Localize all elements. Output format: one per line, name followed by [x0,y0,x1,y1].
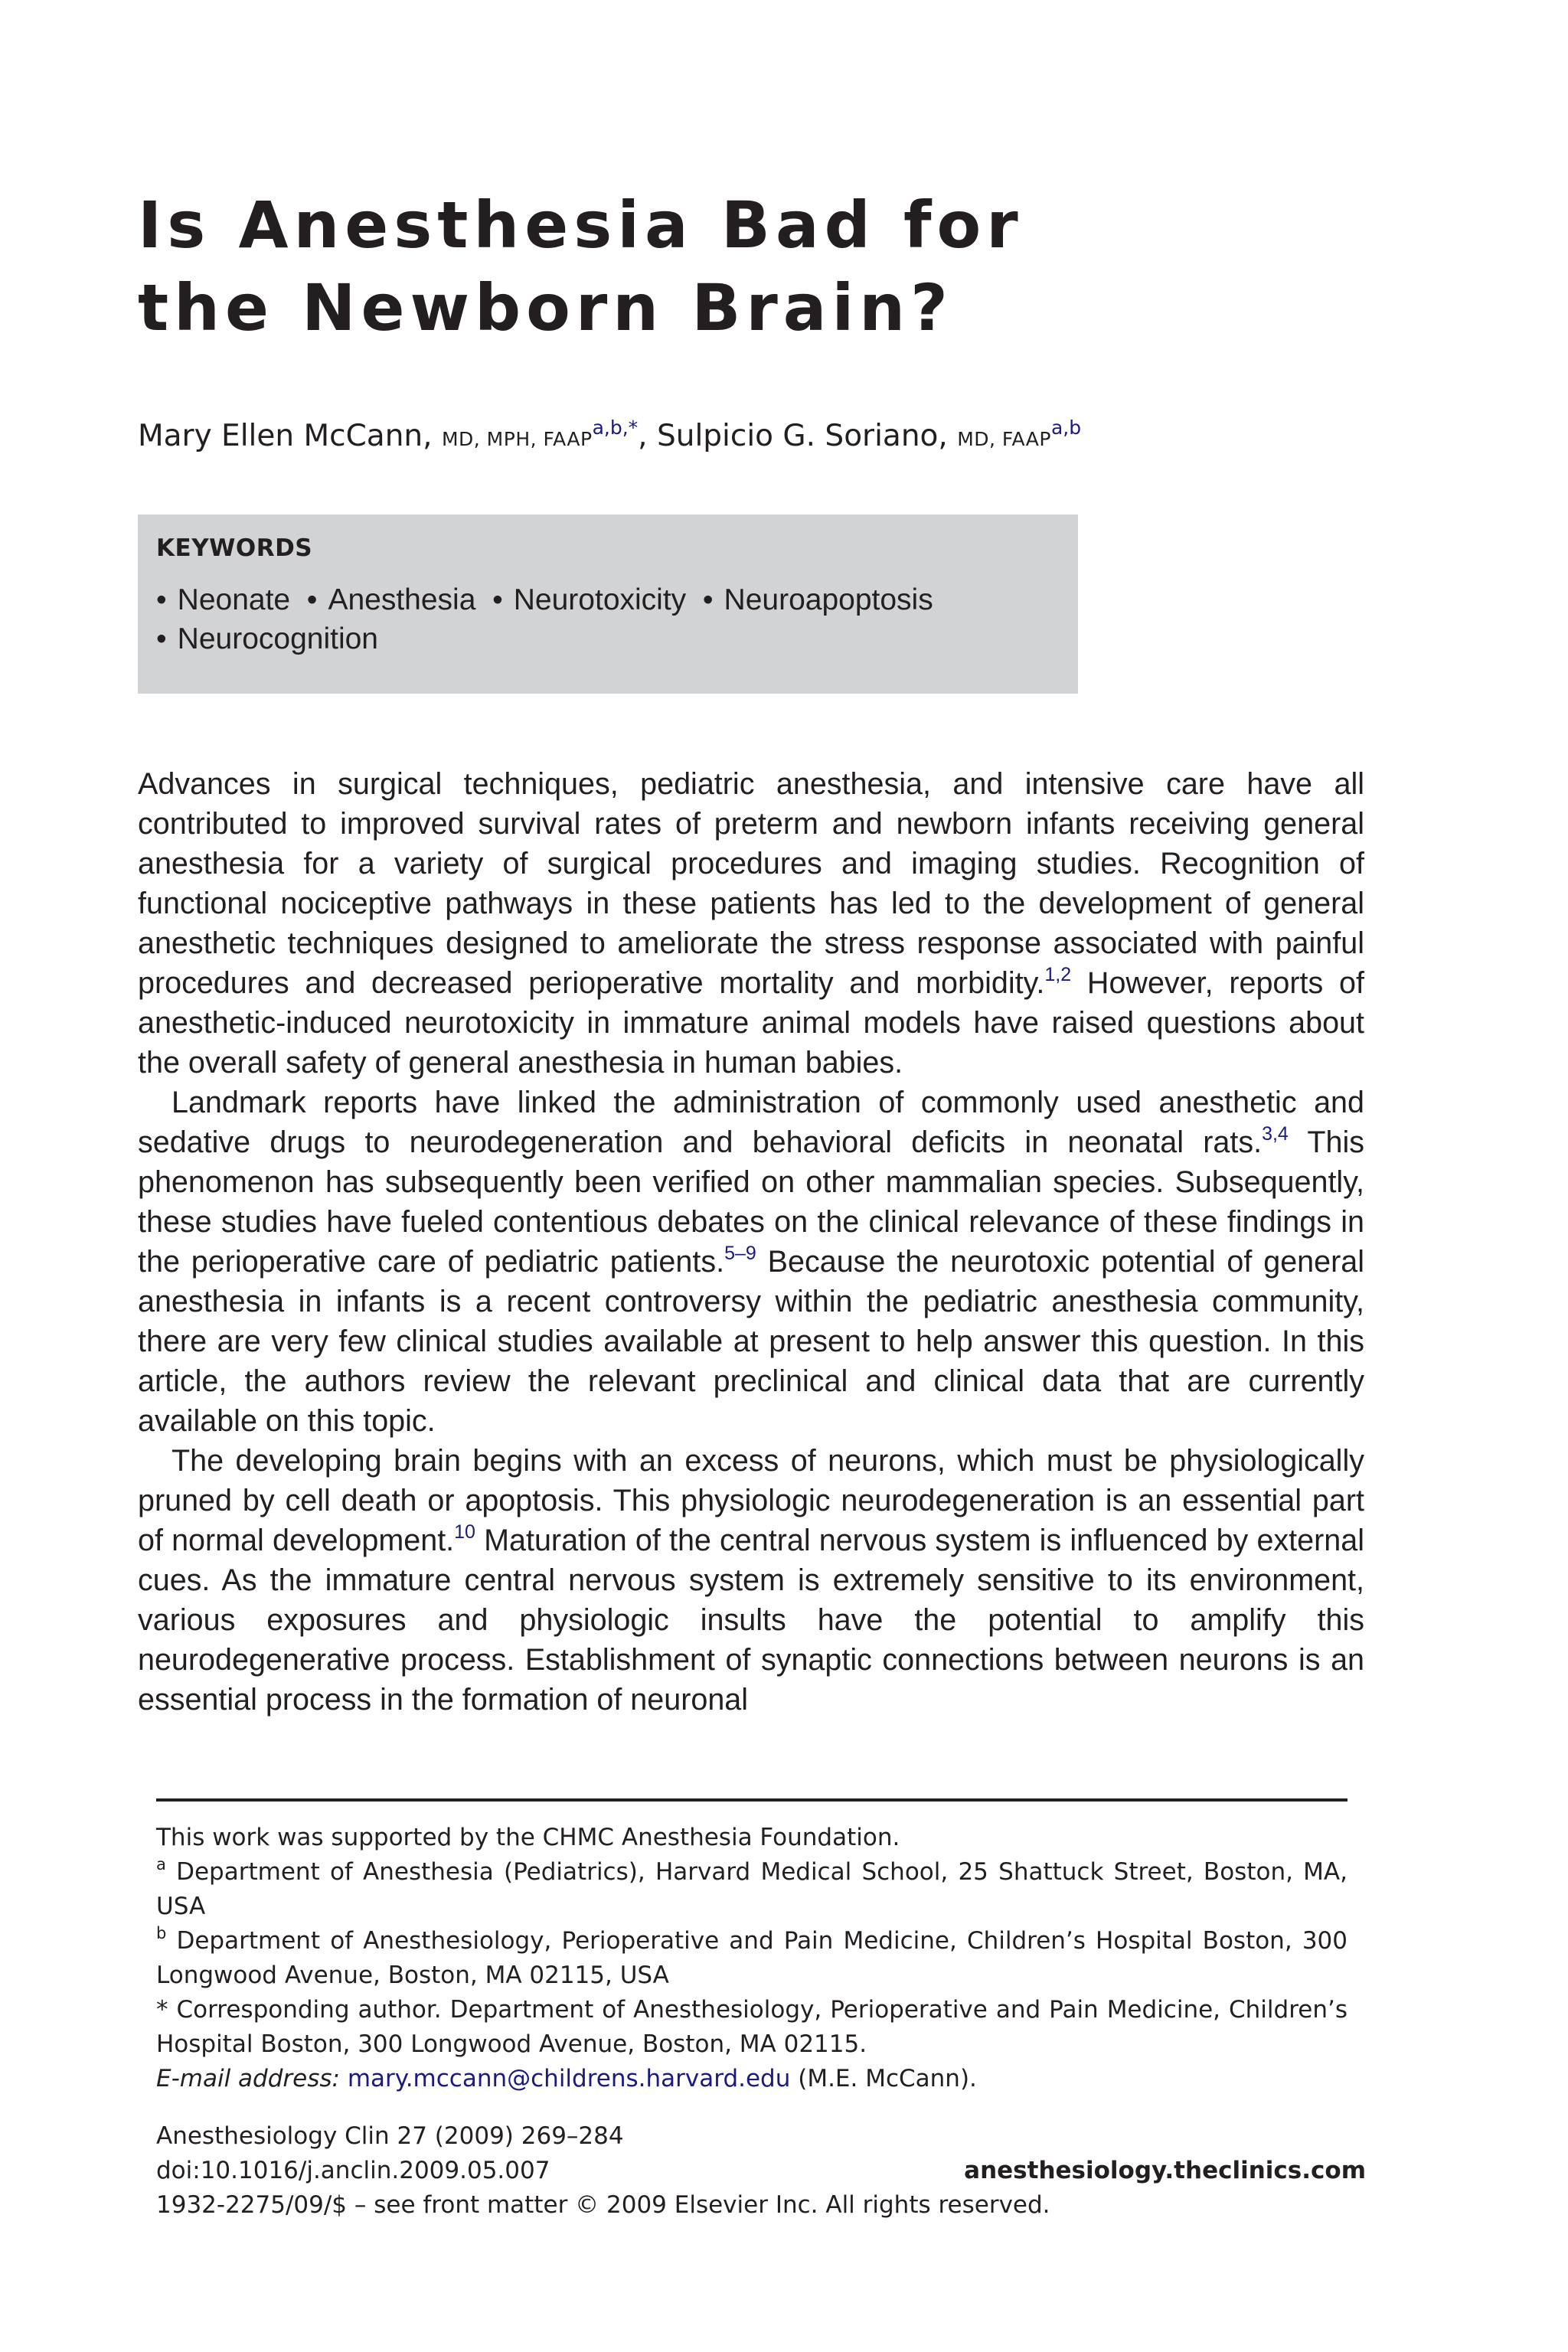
article-body [138,764,1364,1720]
keywords-heading: KEYWORDS [156,534,313,562]
author-line [138,418,1081,458]
paragraph-text: Because the neurotoxic potential of general anesthesia in infants is a recent controversy within the pediatric anesthesia community, there are very few clinical studies available at present to help answer this question. In this article, the authors review the relevant preclinical and clinical data that are currently available on this topic. [138,1245,1364,1438]
corresponding-author-note: * Corresponding author. Department of Anesthesiology, Perioperative and Pain Medicine, Children’s Hospital Boston, 300 Longwood Avenue, Boston, MA 02115. [156,1996,1348,2058]
email-suffix: (M.E. McCann). [790,2065,977,2092]
affiliation-text: Department of Anesthesiology, Perioperative and Pain Medicine, Children’s Hospital Boston, 300 Longwood Avenue, Boston, MA 02115, USA [156,1927,1348,1989]
email-note [156,2062,1348,2096]
paragraph-text: Landmark reports have linked the administration of commonly used anesthetic and sedative drugs to neurodegeneration and behavioral deficits in neonatal rats. [138,1086,1364,1159]
keyword-item: Neonate [177,583,291,616]
citation-ref[interactable]: 3,4 [1262,1123,1289,1145]
citation-ref[interactable]: 10 [454,1521,475,1543]
body-paragraph-1 [138,764,1364,1083]
doi[interactable]: doi:10.1016/j.anclin.2009.05.007 [156,2157,550,2184]
journal-citation: Anesthesiology Clin 27 (2009) 269–284 [156,2122,624,2150]
body-paragraph-3 [138,1441,1364,1720]
email-label: E-mail address: [156,2065,340,2092]
paragraph-text: The developing brain begins with an excess of neurons, which must be physiologically pruned by cell death or apoptosis. This physiologic neurodegeneration is an essential part of normal development. [138,1444,1364,1557]
author-2-degrees: MD, FAAP [957,428,1051,450]
keyword-item: Neurotoxicity [513,583,687,616]
affiliation-mark: b [156,1924,167,1942]
title-line-2: the Newborn Brain? [138,270,953,345]
keywords-list [156,580,1060,658]
affiliation-a [156,1855,1348,1924]
keyword-item: Neurocognition [177,622,378,655]
paragraph-text: Maturation of the central nervous system is influenced by external cues. As the immature central nervous system is extremely sensitive to its environment, various exposures and physiologic insults have the potential to amplify this neurodegenerative process. Establishment of synaptic connections between neurons is an essential process in the formation of neuronal [138,1524,1364,1717]
article-title [138,184,1024,349]
body-paragraph-2 [138,1083,1364,1441]
affiliation-mark: a [156,1855,166,1873]
affiliation-text: Department of Anesthesia (Pediatrics), Harvard Medical School, 25 Shattuck Street, Boston, MA, USA [156,1858,1348,1920]
bullet-icon: • [156,583,167,616]
citation-ref[interactable]: 1,2 [1044,964,1072,985]
journal-website-link[interactable]: anesthesiology.theclinics.com [964,2157,1366,2184]
bullet-icon: • [156,622,167,655]
footnotes [156,1821,1348,2096]
author-2-affiliation-ref[interactable]: a,b [1050,416,1082,439]
author-2-name: Sulpicio G. Soriano, [656,419,948,453]
bullet-icon: • [298,583,318,616]
bullet-icon: • [484,583,503,616]
author-separator: , [638,419,648,453]
author-1-affiliation-ref[interactable]: a,b,* [592,416,639,439]
affiliation-b [156,1924,1348,1993]
keywords-box [138,514,1078,694]
paragraph-text: However, reports of anesthetic-induced neurotoxicity in immature animal models have raised questions about the overall safety of general anesthesia in human babies. [138,966,1364,1080]
author-1-degrees: MD, MPH, FAAP [441,428,593,450]
footnote-divider [156,1798,1348,1802]
keyword-item: Anesthesia [328,583,476,616]
funding-note: This work was supported by the CHMC Anesthesia Foundation. [156,1824,900,1851]
title-line-1: Is Anesthesia Bad for [138,188,1024,263]
author-1-name: Mary Ellen McCann, [138,419,433,453]
copyright-notice: 1932-2275/09/$ – see front matter © 2009 Elsevier Inc. All rights reserved. [156,2191,1050,2219]
bullet-icon: • [694,583,714,616]
keyword-item: Neuroapoptosis [724,583,933,616]
email-link[interactable]: mary.mccann@childrens.harvard.edu [347,2065,791,2092]
journal-info [156,2119,1366,2223]
paragraph-text: Advances in surgical techniques, pediatric anesthesia, and intensive care have all contributed to improved survival rates of preterm and newborn infants receiving general anesthesia for a variety of surgical procedures and imaging studies. Recognition of functional nociceptive pathways in these patients has led to the development of general anesthetic techniques designed to ameliorate the stress response associated with painful procedures and decreased perioperative mortality and morbidity. [138,767,1364,1000]
citation-ref[interactable]: 5–9 [724,1243,756,1264]
paragraph-text: This phenomenon has subsequently been verified on other mammalian species. Subsequently, these studies have fueled contentious debates on the clinical relevance of these findings in the perioperative care of pediatric patients. [138,1125,1364,1279]
